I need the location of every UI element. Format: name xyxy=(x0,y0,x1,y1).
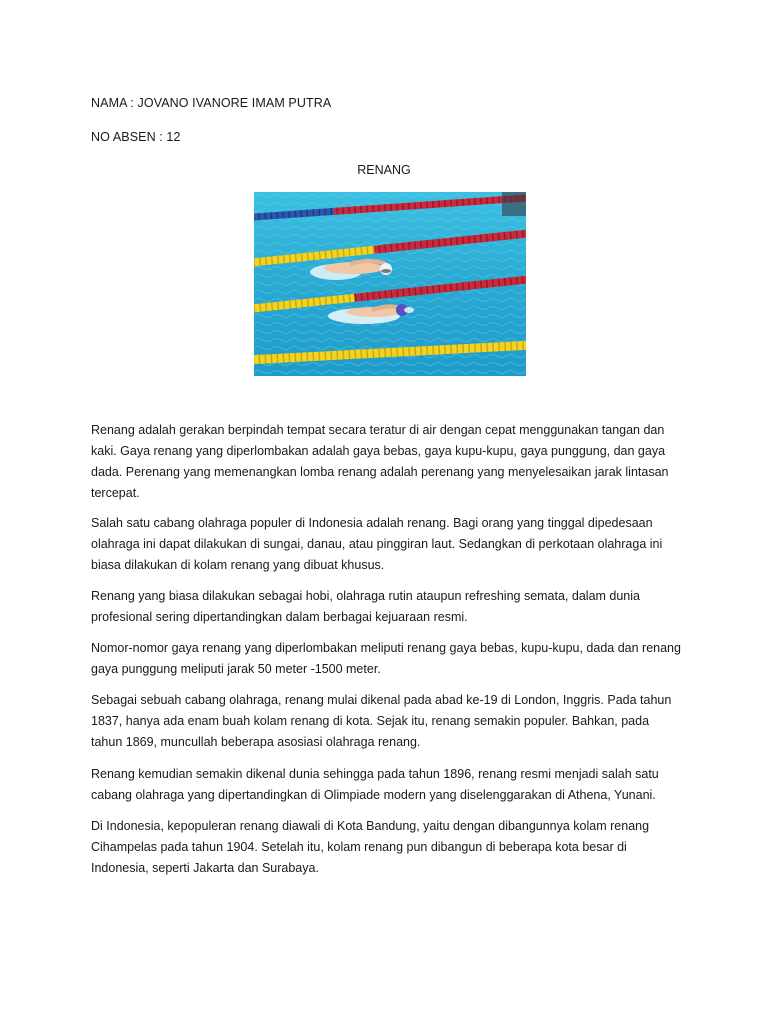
swimming-pool-photo xyxy=(254,192,526,376)
paragraph-definition: Renang adalah gerakan berpindah tempat secara teratur di air dengan cepat menggunakan tangan dan kaki. Gaya renang yang diperlombakan adalah gaya bebas, gaya kupu-kupu, gaya punggung, dan gaya dada. Perenang yang memenangkan lomba renang adalah perenang yang menyelesaikan jarak lintasan tercepat. xyxy=(91,423,669,500)
paragraph-history-indonesia: Di Indonesia, kepopuleran renang diawali di Kota Bandung, yaitu dengan dibangunnya kolam renang Cihampelas pada tahun 1904. Setelah itu, kolam renang pun dibangun di beberapa kota besar di Indonesia, seperti Jakarta dan Surabaya. xyxy=(91,819,650,875)
swimming-pool-illustration xyxy=(254,192,526,376)
document-title: RENANG xyxy=(357,163,411,177)
student-name: NAMA : JOVANO IVANORE IMAM PUTRA xyxy=(91,96,332,110)
paragraph-popularity: Salah satu cabang olahraga populer di Indonesia adalah renang. Bagi orang yang tinggal dipedesaan olahraga ini dapat dilakukan di sungai, danau, atau pinggiran laut. Sedangkan di perkotaan olahraga ini biasa dilakukan di kolam renang yang dibuat khusus. xyxy=(91,516,663,572)
paragraph-history-olympics: Renang kemudian semakin dikenal dunia sehingga pada tahun 1896, renang resmi menjadi salah satu cabang olahraga yang dipertandingkan di Olimpiade modern yang diselenggarakan di Athena, Yunani. xyxy=(91,767,659,802)
paragraph-events: Nomor-nomor gaya renang yang diperlombakan meliputi renang gaya bebas, kupu-kupu, dada dan renang gaya punggung meliputi jarak 50 meter -1500 meter. xyxy=(91,641,681,676)
paragraph-history-london: Sebagai sebuah cabang olahraga, renang mulai dikenal pada abad ke-19 di London, Inggris. Pada tahun 1837, hanya ada enam buah kolam renang di kota. Sejak itu, renang semakin populer. Bahkan, pada tahun 1869, muncullah beberapa asosiasi olahraga renang. xyxy=(91,693,672,749)
student-absen-number: NO ABSEN : 12 xyxy=(91,130,181,144)
paragraph-hobby: Renang yang biasa dilakukan sebagai hobi, olahraga rutin ataupun refreshing semata, dalam dunia profesional sering dipertandingkan dalam berbagai kejuaraan resmi. xyxy=(91,589,640,624)
